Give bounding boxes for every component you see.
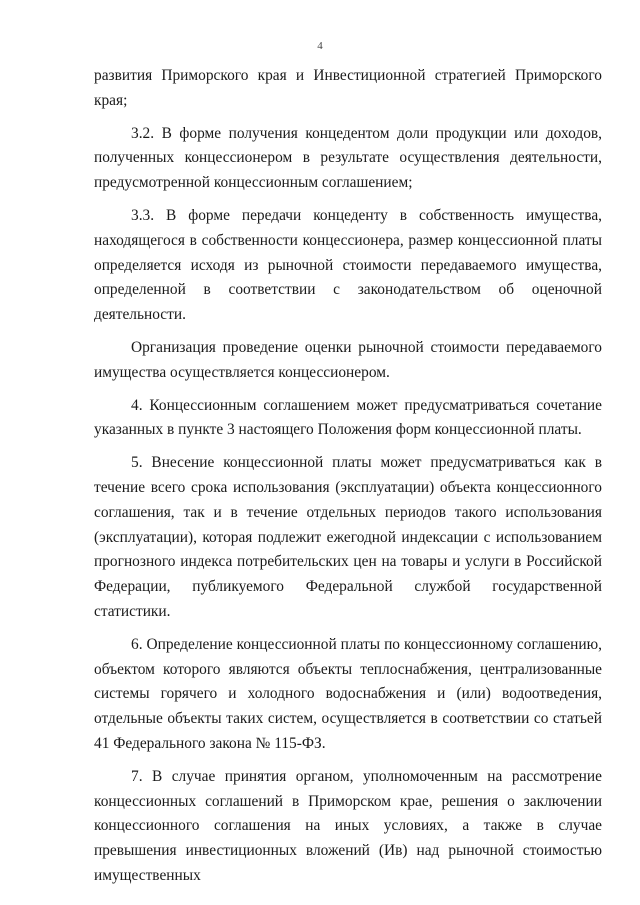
paragraph-7: 7. В случае принятия органом, уполномоченным на рассмотрение концессионных соглашений в Приморском крае, решения о заключении концессионного соглашения на иных условиях, а также в случае превышения инвестиционных вложений (Ив) над рыночной стоимостью имущественных	[94, 767, 602, 884]
paragraph-6: 6. Определение концессионной платы по концессионному соглашению, объектом которого являются объекты теплоснабжения, централизованные системы горячего и холодного водоснабжения и (или) водоотведения, отдельные объекты таких систем, осуществляется в соответствии со статьей 41 Федерального закона № 115-ФЗ.	[94, 635, 602, 752]
paragraph-4: 4. Концессионным соглашением может предусматриваться сочетание указанных в пункте 3 настоящего Положения форм концессионной платы.	[94, 396, 602, 439]
paragraph-continuation: развития Приморского края и Инвестиционной стратегией Приморского края;	[94, 67, 602, 109]
paragraph-5: 5. Внесение концессионной платы может предусматриваться как в течение всего срока использования (эксплуатации) объекта концессионного соглашения, так и в течение отдельных периодов такого использования (эксплуатации), которая подлежит ежегодной индексации с использованием прогнозного индекса потребительских цен на товары и услуги в Российской Федерации, публикуемого Федеральной службой государственной статистики.	[94, 454, 602, 620]
document-body	[94, 64, 602, 897]
paragraph-3-2: 3.2. В форме получения концедентом доли продукции или доходов, полученных концессионером в результате осуществления деятельности, предусмотренной концессионным соглашением;	[94, 124, 602, 192]
page-number: 4	[317, 40, 323, 52]
paragraph-3-3: 3.3. В форме передачи концеденту в собственность имущества, находящегося в собственности концессионера, размер концессионной платы определяется исходя из рыночной стоимости передаваемого имущества, определенной в соответствии с законодательством об оценочной деятельности.	[94, 206, 602, 324]
paragraph-appraisal: Организация проведение оценки рыночной стоимости передаваемого имущества осуществляется концессионером.	[94, 338, 602, 381]
